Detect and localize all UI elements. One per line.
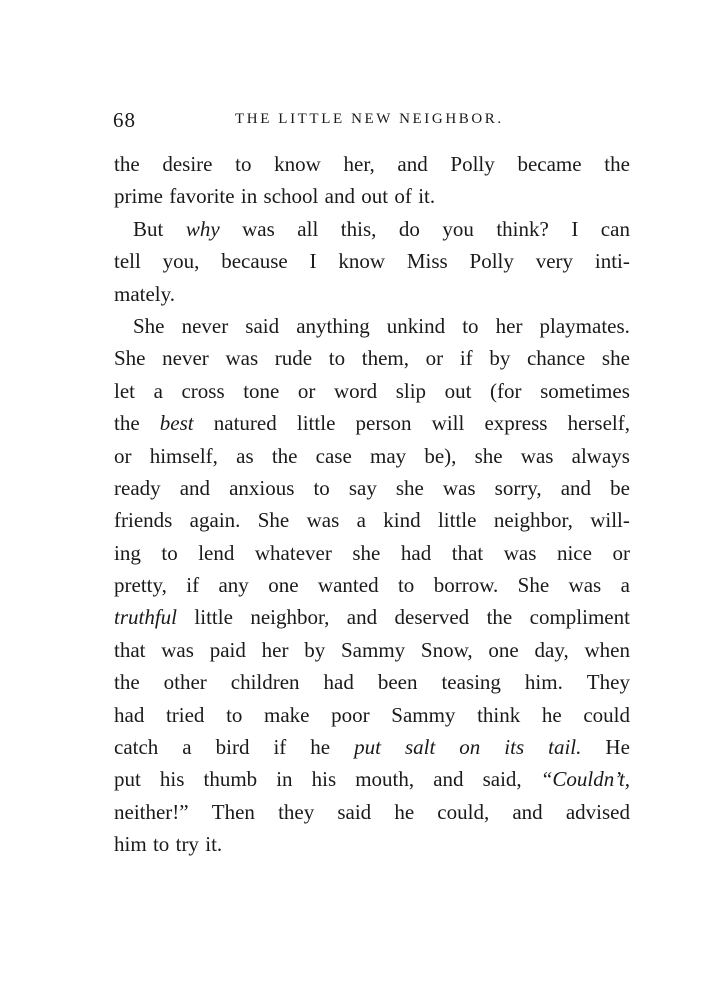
word: do xyxy=(398,216,420,241)
word: sometimes xyxy=(540,378,630,403)
word: poor xyxy=(331,702,370,727)
word: cross xyxy=(181,378,225,403)
word: anxious xyxy=(229,475,295,500)
word: She xyxy=(257,508,290,533)
italic-word: salt xyxy=(404,735,436,760)
word: think xyxy=(477,702,521,727)
word: any xyxy=(218,573,249,598)
word: to xyxy=(313,475,330,500)
word: will xyxy=(431,411,465,436)
word: Miss xyxy=(406,249,448,274)
text-line xyxy=(114,605,630,637)
text-line xyxy=(114,184,630,216)
page-number: 68 xyxy=(113,108,136,132)
word: to xyxy=(235,152,252,176)
word: that xyxy=(451,540,484,565)
word: advised xyxy=(565,799,630,824)
word: if xyxy=(459,346,473,371)
word: been xyxy=(377,670,418,695)
word: as xyxy=(236,443,254,468)
italic-word: on xyxy=(459,735,481,760)
word: or xyxy=(425,346,444,371)
word: let xyxy=(114,378,135,403)
word: tell xyxy=(114,249,141,274)
word: one xyxy=(268,573,299,598)
word: Sammy xyxy=(391,702,456,727)
word: Then xyxy=(211,799,255,824)
word: if xyxy=(273,735,287,760)
word: bird xyxy=(215,735,250,760)
text-line xyxy=(114,638,630,670)
word: express xyxy=(484,411,548,436)
text-line xyxy=(114,444,630,476)
word: little xyxy=(437,508,477,533)
word: became xyxy=(517,152,582,176)
word: to xyxy=(152,832,170,857)
word: or xyxy=(297,378,316,403)
word: the xyxy=(486,605,513,630)
word: herself, xyxy=(567,411,630,436)
text-line xyxy=(114,703,630,735)
word: them, xyxy=(361,346,410,371)
word: and xyxy=(346,605,378,630)
text-line xyxy=(114,346,630,378)
italic-word: put xyxy=(354,735,381,760)
italic-word: tail. xyxy=(548,735,582,760)
word: or xyxy=(612,540,630,565)
word: said, xyxy=(482,767,522,792)
word: neither!” xyxy=(114,799,189,824)
word: him xyxy=(114,832,147,857)
word: to xyxy=(161,540,178,565)
word: can xyxy=(600,216,630,241)
word: he xyxy=(394,799,415,824)
word: may xyxy=(369,443,407,468)
word: again. xyxy=(189,508,241,533)
word: But xyxy=(133,216,164,241)
word: catch xyxy=(114,735,159,760)
word: desire xyxy=(162,152,213,176)
word: all xyxy=(297,216,319,241)
word: She xyxy=(133,313,165,338)
word: try xyxy=(175,832,199,857)
word: had xyxy=(323,670,354,695)
word: and xyxy=(324,184,355,209)
word: you xyxy=(442,216,474,241)
word: I xyxy=(309,249,317,274)
word: and xyxy=(512,799,543,824)
word: (for xyxy=(490,378,522,403)
word: anything xyxy=(296,313,370,338)
word: had xyxy=(114,702,145,727)
text-line xyxy=(114,314,630,346)
text-line xyxy=(114,767,630,799)
word: he xyxy=(310,735,331,760)
word: teasing xyxy=(441,670,501,695)
word: it. xyxy=(418,184,436,209)
word: Snow, xyxy=(420,637,473,662)
word: lend xyxy=(198,540,235,565)
text-line xyxy=(114,541,630,573)
text-line xyxy=(114,476,630,508)
word: whatever xyxy=(254,540,332,565)
word: always xyxy=(571,443,630,468)
word: mately. xyxy=(114,281,176,306)
word: case xyxy=(315,443,352,468)
italic-word: best xyxy=(159,411,194,436)
word: the xyxy=(604,152,630,176)
word: be), xyxy=(424,443,457,468)
word: and xyxy=(560,475,592,500)
word: you, xyxy=(162,249,200,274)
word: it. xyxy=(205,832,223,857)
word: a xyxy=(356,508,366,533)
word: kind xyxy=(383,508,421,533)
word: her xyxy=(261,637,289,662)
word: wanted xyxy=(317,573,379,598)
text-line xyxy=(114,573,630,605)
word: and xyxy=(433,767,464,792)
text-line xyxy=(114,249,630,281)
word: her, xyxy=(343,152,375,176)
word: know xyxy=(274,152,321,176)
text-line xyxy=(114,670,630,702)
word: was xyxy=(442,475,476,500)
word: she xyxy=(352,540,381,565)
word: in xyxy=(276,767,293,792)
word: her xyxy=(495,313,523,338)
word: out xyxy=(361,184,389,209)
word: could, xyxy=(437,799,490,824)
word: never xyxy=(162,346,209,371)
italic-word: why xyxy=(185,216,220,241)
word: was xyxy=(161,637,194,662)
word: say xyxy=(348,475,377,500)
text-line xyxy=(114,282,630,314)
word: and xyxy=(179,475,211,500)
word: one xyxy=(488,637,519,662)
word: a xyxy=(620,573,630,598)
italic-word: truthful xyxy=(114,605,178,630)
word: little xyxy=(194,605,233,630)
word: she xyxy=(395,475,424,500)
word: himself, xyxy=(149,443,218,468)
word: this, xyxy=(340,216,377,241)
word: word xyxy=(333,378,378,403)
word: by xyxy=(489,346,511,371)
text-line xyxy=(114,735,630,767)
word: She xyxy=(114,346,146,371)
text-line xyxy=(114,832,630,864)
word: chance xyxy=(526,346,586,371)
word: to xyxy=(328,346,346,371)
word: because xyxy=(221,249,288,274)
word: prime xyxy=(114,184,163,209)
word: they xyxy=(278,799,315,824)
text-line xyxy=(114,379,630,411)
word: was xyxy=(306,508,340,533)
word: know xyxy=(338,249,386,274)
word: his xyxy=(311,767,337,792)
word: nice xyxy=(556,540,592,565)
word: the xyxy=(114,411,140,436)
word: neighbor, xyxy=(250,605,330,630)
word: other xyxy=(163,670,207,695)
running-title: THE LITTLE NEW NEIGHBOR. xyxy=(235,111,504,127)
word: make xyxy=(264,702,310,727)
text-line xyxy=(114,217,630,249)
word: he xyxy=(541,702,562,727)
word: the xyxy=(271,443,298,468)
word: ready xyxy=(114,475,161,500)
word: could xyxy=(583,702,630,727)
word: compliment xyxy=(529,605,630,630)
word: by xyxy=(304,637,326,662)
word: will- xyxy=(590,508,630,533)
text-line xyxy=(114,152,630,184)
word: that xyxy=(114,637,146,662)
word: was xyxy=(225,346,259,371)
text-line xyxy=(114,411,630,443)
italic-word: “Couldn’t, xyxy=(540,767,630,792)
word: rude xyxy=(274,346,313,371)
word: children xyxy=(230,670,300,695)
word: the xyxy=(114,670,140,695)
word: was xyxy=(503,540,537,565)
word: slip xyxy=(395,378,427,403)
word: in xyxy=(240,184,258,209)
word: put xyxy=(114,767,141,792)
word: said xyxy=(245,313,280,338)
word: deserved xyxy=(394,605,470,630)
word: tone xyxy=(243,378,280,403)
word: she xyxy=(601,346,630,371)
word: the xyxy=(114,152,140,176)
italic-word: its xyxy=(504,735,525,760)
word: I xyxy=(571,216,579,241)
word: said xyxy=(337,799,372,824)
word: sorry, xyxy=(494,475,542,500)
word: to xyxy=(397,573,415,598)
word: day, xyxy=(534,637,569,662)
word: think? xyxy=(496,216,549,241)
word: was xyxy=(242,216,275,241)
word: paid xyxy=(209,637,246,662)
word: when xyxy=(584,637,630,662)
word: had xyxy=(400,540,432,565)
word: his xyxy=(159,767,185,792)
word: out xyxy=(444,378,472,403)
word: a xyxy=(182,735,192,760)
word: to xyxy=(226,702,243,727)
word: borrow. xyxy=(433,573,499,598)
word: inti- xyxy=(594,249,630,274)
word: person xyxy=(355,411,412,436)
word: unkind xyxy=(386,313,446,338)
word: she xyxy=(474,443,503,468)
word: pretty, xyxy=(114,573,167,598)
word: friends xyxy=(114,508,173,533)
word: a xyxy=(153,378,163,403)
word: He xyxy=(605,735,630,760)
running-head xyxy=(113,108,629,134)
word: school xyxy=(263,184,319,209)
word: ing xyxy=(114,540,141,565)
word: to xyxy=(462,313,479,338)
word: Sammy xyxy=(340,637,406,662)
word: and xyxy=(397,152,428,176)
text-line xyxy=(114,800,630,832)
word: was xyxy=(520,443,554,468)
word: Polly xyxy=(469,249,514,274)
word: if xyxy=(186,573,200,598)
body-text xyxy=(114,152,630,865)
word: little xyxy=(296,411,336,436)
text-line xyxy=(114,508,630,540)
word: favorite xyxy=(169,184,235,209)
word: They xyxy=(586,670,630,695)
word: or xyxy=(114,443,132,468)
word: neighbor, xyxy=(493,508,573,533)
word: be xyxy=(610,475,630,500)
word: him. xyxy=(524,670,563,695)
word: never xyxy=(181,313,229,338)
word: She xyxy=(517,573,550,598)
word: mouth, xyxy=(355,767,415,792)
word: playmates. xyxy=(539,313,630,338)
word: thumb xyxy=(203,767,258,792)
word: tried xyxy=(165,702,205,727)
word: very xyxy=(535,249,574,274)
word: natured xyxy=(213,411,277,436)
word: of xyxy=(394,184,412,209)
word: Polly xyxy=(450,152,495,176)
word: was xyxy=(568,573,602,598)
